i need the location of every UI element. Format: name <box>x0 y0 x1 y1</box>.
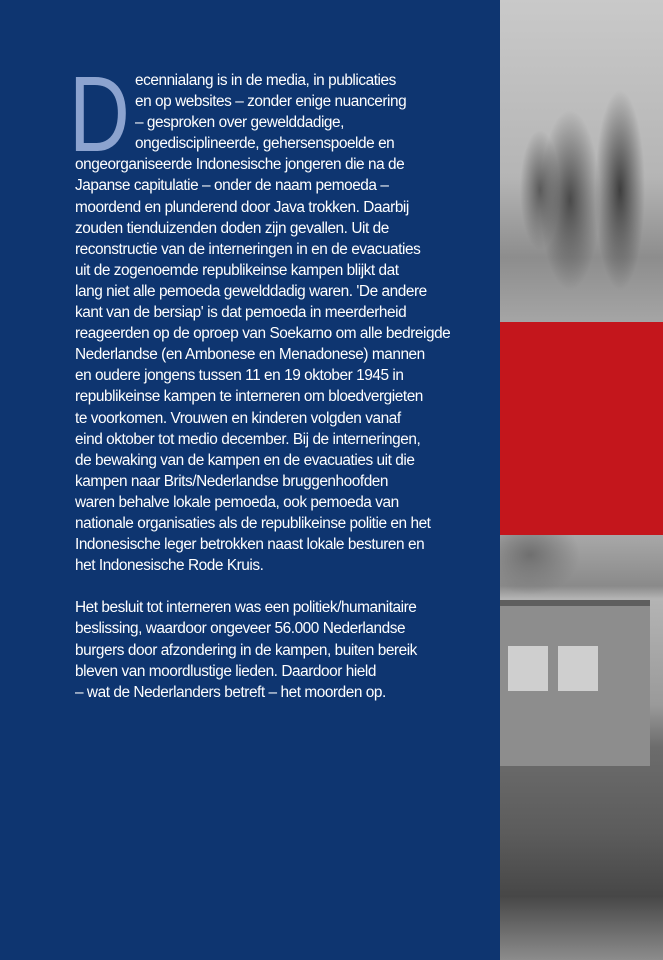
back-cover-text <box>75 70 495 703</box>
text-line: beslissing, waardoor ongeveer 56.000 Nederlandse <box>75 620 406 638</box>
text-line: Nederlandse (en Ambonese en Menadonese) mannen <box>75 346 425 364</box>
text-line: burgers door afzondering in de kampen, buiten bereik <box>75 641 417 659</box>
paragraph-1 <box>75 70 495 576</box>
tram-window <box>508 646 548 691</box>
text-line: bleven van moordlustige lieden. Daardoor hield <box>75 662 376 680</box>
text-line: Het besluit tot interneren was een politiek/humanitaire <box>75 599 417 617</box>
text-line: lang niet alle pemoeda gewelddadig waren. 'De andere <box>75 282 427 300</box>
text-line: ecennialang is in de media, in publicaties <box>135 72 396 89</box>
text-line: en oudere jongens tussen 11 en 19 oktober 1945 in <box>75 367 404 385</box>
paragraph-2 <box>75 597 495 702</box>
text-line: de bewaking van de kampen en de evacuaties uit die <box>75 451 415 469</box>
text-line: uit de zogenoemde republikeinse kampen blijkt dat <box>75 261 399 279</box>
text-line: Japanse capitulatie – onder de naam pemoeda – <box>75 177 389 195</box>
text-line: Indonesische leger betrokken naast lokale besturen en <box>75 536 425 554</box>
tram-window <box>558 646 598 691</box>
photo-tram-crowd <box>500 535 663 960</box>
text-line: – wat de Nederlanders betreft – het moorden op. <box>75 683 386 701</box>
text-line: nationale organisaties als de republikeinse politie en het <box>75 514 431 532</box>
text-line: het Indonesische Rode Kruis. <box>75 557 264 575</box>
text-line: kampen naar Brits/Nederlandse bruggenhoofden <box>75 472 389 490</box>
text-line: ongeorganiseerde Indonesische jongeren die na de <box>75 156 405 174</box>
text-line: zouden tienduizenden doden zijn gevallen. Uit de <box>75 219 389 237</box>
text-line: – gesproken over gewelddadige, <box>135 114 344 132</box>
text-line: reconstructie van de interneringen in en de evacuaties <box>75 240 421 258</box>
text-line: kant van de bersiap' is dat pemoeda in meerderheid <box>75 304 407 322</box>
text-line: republikeinse kampen te interneren om bloedvergieten <box>75 388 423 406</box>
text-line: te voorkomen. Vrouwen en kinderen volgden vanaf <box>75 409 401 427</box>
text-line: eind oktober tot medio december. Bij de interneringen, <box>75 430 421 448</box>
red-band <box>500 322 663 535</box>
text-line: reageerden op de oproep van Soekarno om alle bedreigde <box>75 325 451 343</box>
drop-cap: D <box>69 53 130 174</box>
text-line: moordend en plunderend door Java trokken. Daarbij <box>75 198 409 216</box>
text-line: ongedisciplineerde, gehersenspoelde en <box>135 135 395 153</box>
photo-marching-men <box>500 0 663 322</box>
tram-shape <box>500 600 650 766</box>
text-line: en op websites – zonder enige nuancering <box>135 93 407 111</box>
text-line: waren behalve lokale pemoeda, ook pemoeda van <box>75 493 399 511</box>
